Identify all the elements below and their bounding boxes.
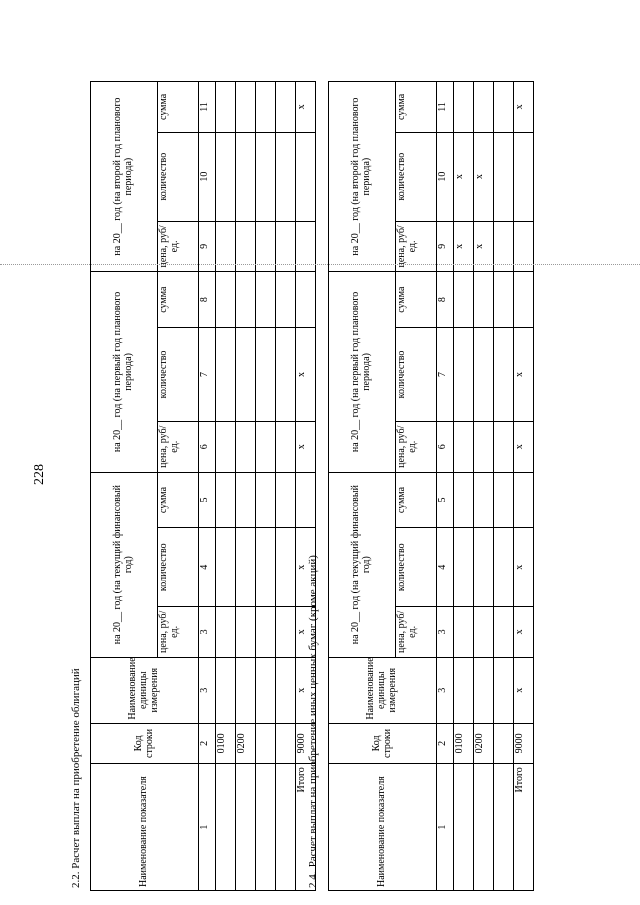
total-cell: x [514,421,534,472]
securities-calculation-table [328,81,534,891]
row-mark: x [454,221,474,272]
table-row [276,82,296,891]
total-cell: x [514,82,534,133]
total-cell: x [514,607,534,658]
total-cell [514,132,534,221]
section-number: 2.4. [307,871,319,888]
period-second-header: на 20__ год (на второй год планового периода) [329,82,396,272]
col-number: 7 [199,328,216,422]
total-cell: x [296,328,316,422]
sub-price-header: цена, руб/ед. [396,221,437,272]
col-number: 2 [437,723,454,764]
sub-sum-header: сумма [396,472,437,528]
col-unit-header: Наименование единицы измерения [91,657,199,723]
bonds-calculation-table [90,81,316,891]
total-cell: x [296,82,316,133]
total-code: 9000 [514,723,534,764]
sub-qty-header: количество [396,328,437,422]
col-number: 6 [437,421,454,472]
table-row [494,82,514,891]
total-code: 9000 [296,723,316,764]
total-cell [514,272,534,328]
total-cell: x [514,657,534,723]
total-label: Итого [514,764,534,891]
sub-qty-header: количество [396,528,437,607]
total-cell [296,272,316,328]
sub-price-header: цена, руб/ед. [158,221,199,272]
total-cell [296,132,316,221]
total-cell: x [296,421,316,472]
sub-qty-header: количество [158,528,199,607]
period-second-header: на 20__ год (на второй год планового периода) [91,82,158,272]
sub-qty-header: количество [396,132,437,221]
total-row [514,82,534,891]
period-current-header: на 20__ год (на текущий финансовый год) [329,472,396,657]
section-2-2-title: 2.2. Расчет выплат на приобретение облигаций [70,668,82,888]
col-number: 10 [437,132,454,221]
row-code: 0200 [474,723,494,764]
period-first-header: на 20__ год (на первый год планового периода) [91,272,158,472]
col-number: 11 [437,82,454,133]
total-cell [296,472,316,528]
period-current-header: на 20__ год (на текущий финансовый год) [91,472,158,657]
period-first-header: на 20__ год (на первый год планового периода) [329,272,396,472]
page-number: 228 [32,464,47,485]
row-code [494,723,514,764]
total-cell: x [514,328,534,422]
col-number: 9 [437,221,454,272]
col-number: 5 [437,472,454,528]
table-row [236,82,256,891]
col-number: 11 [199,82,216,133]
total-cell: x [296,607,316,658]
table-row [256,82,276,891]
sub-sum-header: сумма [396,272,437,328]
col-code-header: Код строки [91,723,199,764]
col-number: 7 [437,328,454,422]
total-cell: x [296,528,316,607]
row-mark: x [474,221,494,272]
col-number: 8 [199,272,216,328]
row-mark: x [474,132,494,221]
sub-sum-header: сумма [158,82,199,133]
col-number: 3 [199,607,216,658]
col-number: 1 [437,764,454,891]
col-number: 5 [199,472,216,528]
col-number: 3 [437,607,454,658]
row-code: 0100 [216,723,236,764]
sub-price-header: цена, руб/ед. [158,607,199,658]
col-name-header: Наименование показателя [91,764,199,891]
col-number: 1 [199,764,216,891]
table-row [216,82,236,891]
sub-sum-header: сумма [158,272,199,328]
col-name-header: Наименование показателя [329,764,437,891]
col-number: 10 [199,132,216,221]
col-number: 4 [437,528,454,607]
col-code-header: Код строки [329,723,437,764]
col-unit-header: Наименование единицы измерения [329,657,437,723]
row-code: 0200 [236,723,256,764]
sub-sum-header: сумма [158,472,199,528]
col-number: 3 [437,657,454,723]
section-title-text: Расчет выплат на приобретение иных ценных бумаг (кроме акций) [307,555,319,868]
sub-sum-header: сумма [396,82,437,133]
col-number: 9 [199,221,216,272]
sub-price-header: цена, руб/ед. [158,421,199,472]
total-cell: x [296,657,316,723]
sub-price-header: цена, руб/ед. [396,421,437,472]
total-cell: x [514,528,534,607]
section-2-4-title [307,555,319,888]
sub-qty-header: количество [158,328,199,422]
col-number: 3 [199,657,216,723]
row-code [256,723,276,764]
row-code [276,723,296,764]
col-number: 6 [199,421,216,472]
table-row [474,82,494,891]
col-number: 2 [199,723,216,764]
row-code: 0100 [454,723,474,764]
scan-edge-dots [0,262,640,265]
col-number: 4 [199,528,216,607]
table-row [454,82,474,891]
total-cell [514,472,534,528]
sub-price-header: цена, руб/ед. [396,607,437,658]
sub-qty-header: количество [158,132,199,221]
total-label: Итого [296,764,316,891]
row-mark: x [454,132,474,221]
col-number: 8 [437,272,454,328]
